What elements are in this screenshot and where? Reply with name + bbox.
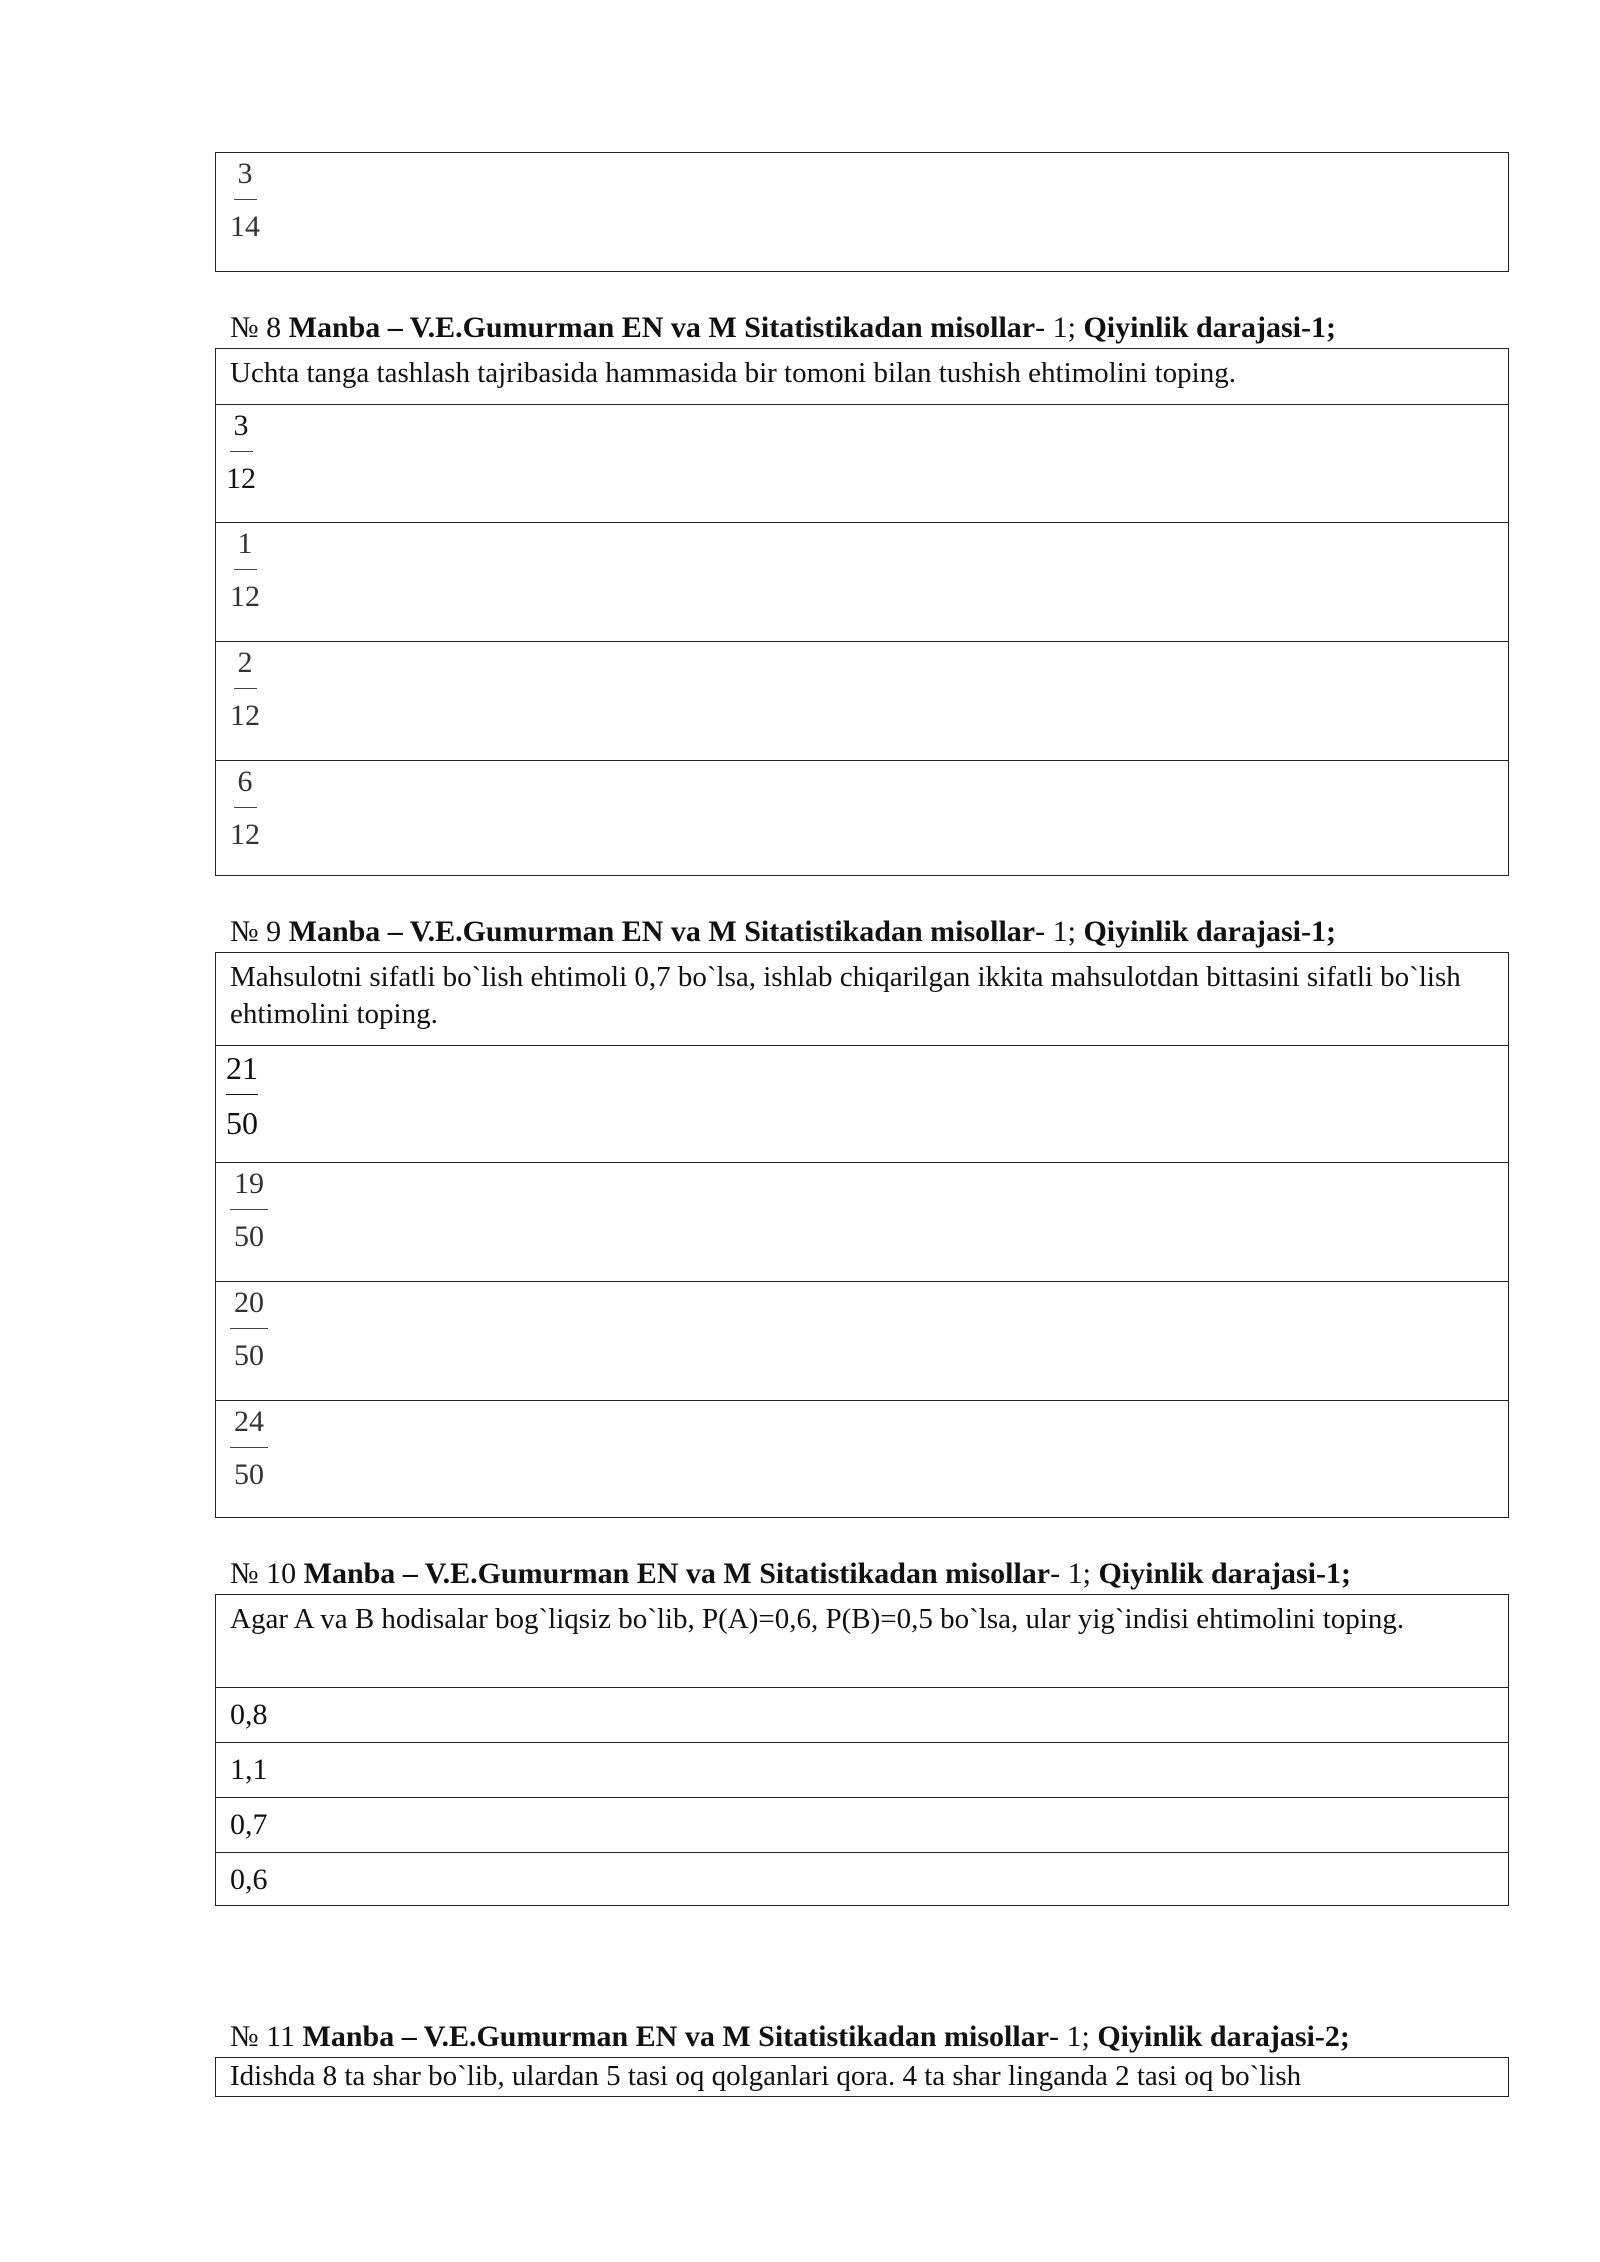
answer-option[interactable]: 0,7 [216,1797,1508,1852]
answer-option[interactable] [216,641,1508,760]
answer-option[interactable] [216,153,1508,270]
answer-option[interactable] [216,1400,1508,1516]
fraction: $\frac{1}{12}$ [230,527,260,613]
fraction: $\frac{3}{12}$ [226,409,256,495]
answer-option[interactable]: 0,8 [216,1687,1508,1742]
question-box-9 [215,952,1509,1518]
fraction: $\frac{6}{12}$ [230,765,260,851]
question-box-8 [215,348,1509,876]
answer-option[interactable] [216,522,1508,641]
answer-option[interactable] [216,404,1508,522]
question-text: Idishda 8 ta shar bo`lib, ulardan 5 tasi oq qolganlari qora. 4 ta shar linganda 2 tasi oq bo`lish [230,2060,1302,2092]
answer-option[interactable] [216,1281,1508,1400]
question-header-10: № 10 Manba – V.E.Gumurman EN va M Sitatistikadan misollar- 1; Qiyinlik darajasi-1; [230,1557,1351,1590]
question-box-11 [215,2057,1509,2097]
fraction: $\frac{20}{50}$ [230,1288,268,1371]
fraction: $\frac{3}{14}$ [230,157,260,243]
answer-option[interactable] [216,1162,1508,1281]
answer-option[interactable]: 0,6 [216,1852,1508,1904]
fraction: $\frac{24}{50}$ [230,1407,268,1490]
question-header-9: № 9 Manba – V.E.Gumurman EN va M Sitatistikadan misollar- 1; Qiyinlik darajasi-1; [230,915,1336,948]
q7-answer-box [215,152,1509,272]
fraction: $\frac{21}{50}$ [226,1050,258,1141]
question-header-11: № 11 Manba – V.E.Gumurman EN va M Sitatistikadan misollar- 1; Qiyinlik darajasi-2; [230,2020,1350,2053]
answer-option[interactable]: 1,1 [216,1742,1508,1797]
question-box-10 [215,1594,1509,1906]
question-text: Mahsulotni sifatli bo`lish ehtimoli 0,7 bo`lsa, ishlab chiqarilgan ikkita mahsulotdan bittasini sifatli bo`lish ehtimolini toping. [230,961,1461,1030]
fraction: $\frac{19}{50}$ [230,1169,268,1252]
question-text: Agar A va B hodisalar bog`liqsiz bo`lib, P(A)=0,6, P(B)=0,5 bo`lsa, ular yig`indisi ehtimolini toping. [230,1603,1405,1635]
fraction: $\frac{2}{12}$ [230,646,260,732]
question-header-8: № 8 Manba – V.E.Gumurman EN va M Sitatistikadan misollar- 1; Qiyinlik darajasi-1; [230,311,1336,344]
answer-option[interactable] [216,1045,1508,1162]
question-text: Uchta tanga tashlash tajribasida hammasida bir tomoni bilan tushish ehtimolini toping. [230,357,1236,389]
answer-option[interactable] [216,760,1508,874]
